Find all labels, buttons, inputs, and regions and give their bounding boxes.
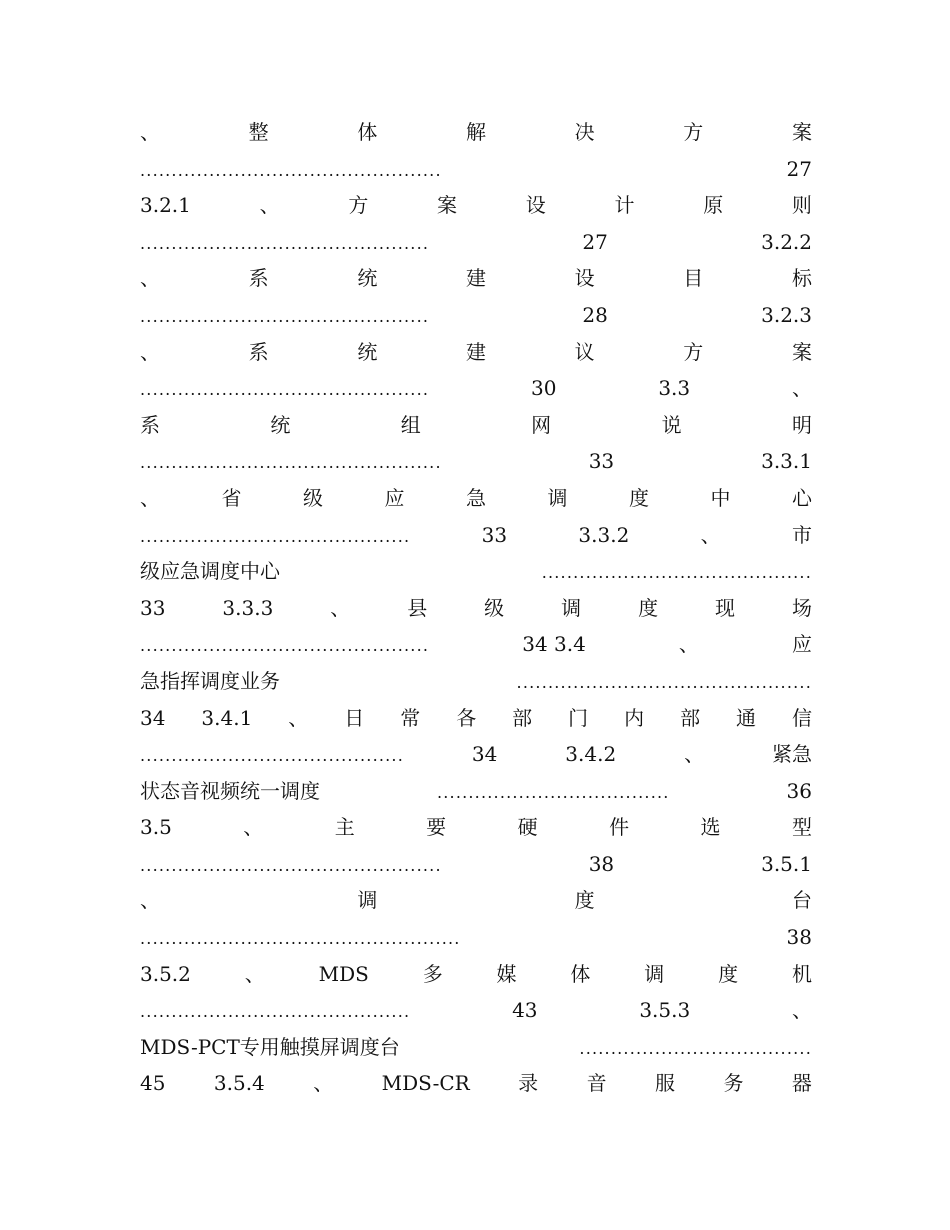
dot-leader: ........................................... xyxy=(140,1002,411,1022)
toc-token: 36 xyxy=(786,778,812,803)
toc-line xyxy=(140,846,812,883)
toc-line xyxy=(140,334,812,371)
toc-line xyxy=(140,370,812,407)
toc-token: 度 xyxy=(629,485,649,510)
toc-token: 标 xyxy=(791,266,812,291)
toc-line xyxy=(140,663,812,700)
toc-token: 紧急 xyxy=(771,742,812,767)
toc-line xyxy=(140,809,812,846)
toc-token: 统 xyxy=(357,339,378,364)
toc-token: 应 xyxy=(384,485,405,510)
toc-token: 33 xyxy=(140,595,166,620)
toc-token: 说 xyxy=(661,412,682,437)
toc-token: 28 xyxy=(582,302,608,327)
toc-token: 务 xyxy=(723,1071,744,1096)
toc-token: 解 xyxy=(465,120,486,144)
toc-token: 、 xyxy=(244,961,265,986)
toc-token: 调 xyxy=(561,595,582,620)
toc-token: 33 xyxy=(481,522,508,547)
toc-line xyxy=(140,1065,812,1102)
toc-token: 现 xyxy=(715,595,736,620)
toc-token: 主 xyxy=(334,815,355,840)
toc-line xyxy=(140,297,812,334)
toc-line xyxy=(140,553,812,590)
toc-token: 应 xyxy=(791,632,812,657)
toc-token: 明 xyxy=(791,412,812,437)
toc-token: 度 xyxy=(574,888,595,913)
toc-token: 门 xyxy=(568,705,589,730)
toc-token: 33 xyxy=(588,449,615,474)
toc-token: 方 xyxy=(683,120,704,144)
toc-token: 27 xyxy=(786,156,812,181)
toc-token: 3.2.2 xyxy=(761,229,812,254)
dot-leader: ............................................... xyxy=(516,672,812,692)
toc-token: 、 xyxy=(259,193,280,218)
toc-token: 建 xyxy=(465,266,486,291)
dot-leader: ................................................ xyxy=(140,855,442,875)
toc-token: 计 xyxy=(614,193,635,218)
toc-token: MDS-PCT专用触摸屏调度台 xyxy=(140,1034,400,1059)
toc-token: 、 xyxy=(140,888,160,913)
toc-token: 建 xyxy=(465,339,486,364)
table-of-contents xyxy=(140,114,812,1102)
dot-leader: .............................................. xyxy=(140,636,430,656)
toc-line xyxy=(140,114,812,151)
toc-token: 多 xyxy=(422,961,443,986)
toc-token: 媒 xyxy=(496,961,517,986)
toc-token: 中 xyxy=(710,485,731,510)
toc-line xyxy=(140,882,812,919)
toc-line xyxy=(140,480,812,517)
toc-token: 、 xyxy=(678,632,699,657)
toc-token: 3.3.3 xyxy=(222,595,274,620)
toc-token: 3.3.2 xyxy=(578,522,630,547)
toc-line xyxy=(140,919,812,956)
toc-line xyxy=(140,626,812,663)
toc-token: 统 xyxy=(270,412,291,437)
dot-leader: ................................................ xyxy=(140,160,442,180)
toc-token: MDS xyxy=(318,961,369,986)
toc-token: 、 xyxy=(791,998,812,1023)
dot-leader: .......................................... xyxy=(140,746,405,766)
toc-token: 议 xyxy=(574,339,595,364)
toc-token: 台 xyxy=(791,888,812,913)
toc-token: 、 xyxy=(330,595,351,620)
toc-token: 、 xyxy=(140,120,160,144)
toc-token: 市 xyxy=(791,522,812,547)
toc-token: 、 xyxy=(140,485,160,510)
toc-token: 内 xyxy=(624,705,645,730)
toc-token: MDS-CR xyxy=(381,1071,470,1096)
toc-token: 选 xyxy=(700,815,721,840)
toc-token: 网 xyxy=(531,412,552,437)
toc-token: 要 xyxy=(426,815,447,840)
toc-line xyxy=(140,187,812,224)
toc-line xyxy=(140,517,812,554)
dot-leader: ..................................... xyxy=(579,1038,812,1058)
toc-token: 日 xyxy=(344,705,365,730)
toc-token: 机 xyxy=(791,961,812,986)
toc-token: 整 xyxy=(248,120,269,144)
toc-line xyxy=(140,1029,812,1066)
toc-token: 统 xyxy=(357,266,378,291)
toc-token: 系 xyxy=(248,339,269,364)
toc-token: 3.3 xyxy=(658,376,691,401)
toc-line xyxy=(140,956,812,993)
toc-token: 器 xyxy=(791,1071,812,1096)
toc-token: 3.5.4 xyxy=(213,1071,265,1096)
toc-token: 3.4.1 xyxy=(201,705,253,730)
toc-token: 县 xyxy=(407,595,428,620)
toc-token: 27 xyxy=(582,229,608,254)
dot-leader: ................................................... xyxy=(140,929,461,949)
toc-token: 场 xyxy=(791,595,812,620)
toc-token: 部 xyxy=(680,705,701,730)
toc-token: 常 xyxy=(400,705,421,730)
dot-leader: ..................................... xyxy=(436,782,670,802)
toc-token: 30 xyxy=(531,376,557,401)
toc-token: 部 xyxy=(512,705,533,730)
toc-token: 硬 xyxy=(517,815,538,840)
toc-token: 级 xyxy=(484,595,505,620)
toc-token: 各 xyxy=(456,705,477,730)
toc-token: 3.3.1 xyxy=(761,449,812,474)
toc-token: 型 xyxy=(791,815,812,840)
dot-leader: .............................................. xyxy=(140,233,430,253)
toc-token: 方 xyxy=(348,193,369,218)
toc-token: 、 xyxy=(313,1071,334,1096)
toc-token: 、 xyxy=(700,522,721,547)
toc-line xyxy=(140,992,812,1029)
toc-token: 调 xyxy=(357,888,378,913)
toc-line xyxy=(140,260,812,297)
dot-leader: .............................................. xyxy=(140,380,430,400)
toc-token: 体 xyxy=(570,961,591,986)
toc-token: 案 xyxy=(791,339,812,364)
toc-line xyxy=(140,443,812,480)
toc-line xyxy=(140,773,812,810)
toc-token: 服 xyxy=(655,1071,676,1096)
toc-token: 案 xyxy=(437,193,458,218)
toc-token: 38 xyxy=(588,851,615,876)
toc-token: 43 xyxy=(512,998,538,1023)
toc-line xyxy=(140,224,812,261)
toc-token: 3.5.1 xyxy=(761,851,812,876)
toc-line xyxy=(140,590,812,627)
toc-line xyxy=(140,151,812,188)
toc-token: 、 xyxy=(288,705,309,730)
toc-token: 决 xyxy=(574,120,595,144)
toc-token: 、 xyxy=(684,742,705,767)
toc-line xyxy=(140,700,812,737)
toc-token: 件 xyxy=(609,815,630,840)
toc-token: 45 xyxy=(140,1071,166,1096)
toc-token: 通 xyxy=(736,705,757,730)
toc-token: 目 xyxy=(683,266,704,291)
toc-token: 原 xyxy=(703,193,724,218)
toc-token: 系 xyxy=(248,266,269,291)
toc-token: 方 xyxy=(683,339,704,364)
toc-token: 3.2.1 xyxy=(140,193,191,218)
dot-leader: ........................................... xyxy=(140,526,411,546)
toc-token: 音 xyxy=(586,1071,607,1096)
toc-token: 组 xyxy=(400,412,421,437)
toc-token: 录 xyxy=(518,1071,539,1096)
toc-token: 信 xyxy=(792,705,812,730)
toc-token: 34 xyxy=(471,742,498,767)
toc-token: 3.5 xyxy=(140,815,172,840)
toc-token: 、 xyxy=(140,266,160,291)
toc-token: 3.5.2 xyxy=(140,961,191,986)
toc-line xyxy=(140,736,812,773)
dot-leader: ........................................... xyxy=(541,563,812,583)
toc-token: 34 3.4 xyxy=(522,632,586,657)
toc-token: 心 xyxy=(792,485,812,510)
toc-token: 体 xyxy=(357,120,378,144)
toc-token: 省 xyxy=(221,485,242,510)
toc-token: 调 xyxy=(547,485,568,510)
toc-token: 、 xyxy=(140,339,160,364)
dot-leader: .............................................. xyxy=(140,306,430,326)
toc-token: 急 xyxy=(466,485,486,510)
toc-token: 级应急调度中心 xyxy=(140,559,280,584)
dot-leader: ................................................ xyxy=(140,453,442,473)
toc-token: 调 xyxy=(644,961,665,986)
toc-token: 级 xyxy=(303,485,323,510)
toc-line xyxy=(140,407,812,444)
toc-token: 3.2.3 xyxy=(761,302,812,327)
toc-token: 38 xyxy=(786,925,812,950)
toc-token: 则 xyxy=(791,193,812,218)
toc-token: 3.4.2 xyxy=(565,742,617,767)
toc-token: 3.5.3 xyxy=(639,998,691,1023)
toc-token: 、 xyxy=(792,376,812,401)
toc-token: 度 xyxy=(638,595,659,620)
toc-token: 度 xyxy=(718,961,739,986)
toc-token: 案 xyxy=(791,120,812,144)
toc-token: 、 xyxy=(243,815,264,840)
toc-token: 状态音视频统一调度 xyxy=(140,778,320,803)
toc-token: 系 xyxy=(140,412,160,437)
toc-token: 设 xyxy=(574,266,595,291)
toc-token: 设 xyxy=(525,193,546,218)
toc-token: 34 xyxy=(140,705,166,730)
toc-token: 急指挥调度业务 xyxy=(140,668,280,693)
